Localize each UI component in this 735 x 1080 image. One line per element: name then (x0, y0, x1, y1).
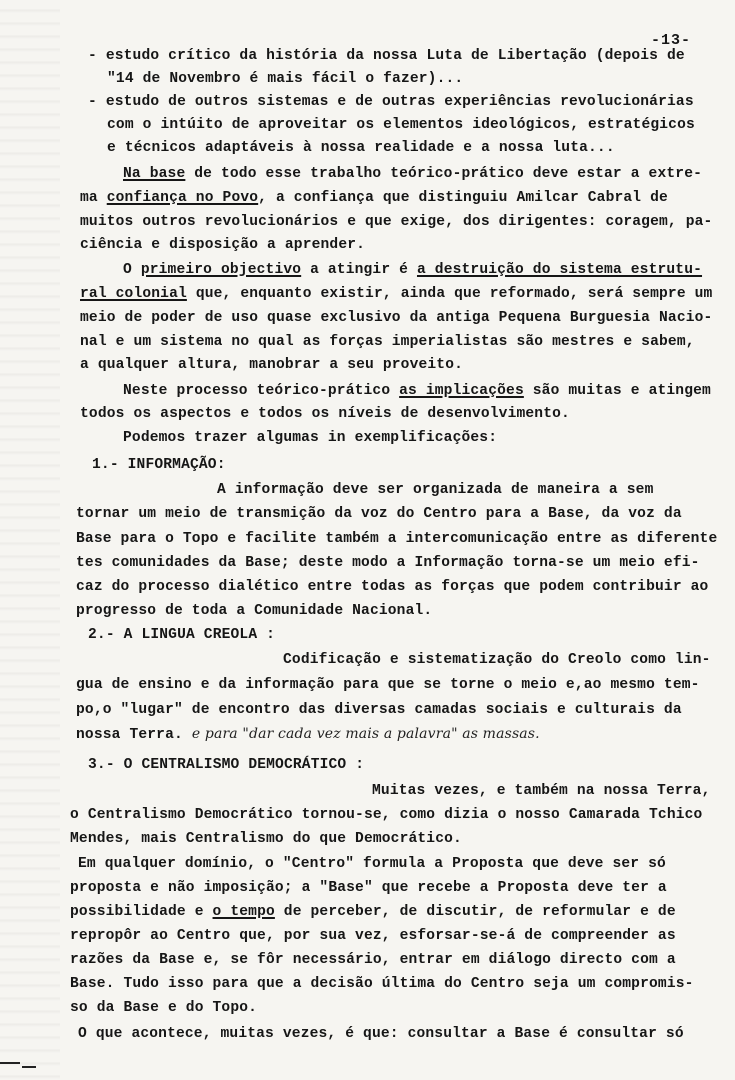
underlined-text: confiança no Povo (106, 190, 259, 206)
text-line (123, 383, 711, 399)
text-segment: ciência e disposição a aprender. (80, 237, 366, 253)
text-line (70, 952, 676, 968)
text-segment: tornar um meio de transmição da voz do Centro para a Base, da voz da (76, 506, 682, 522)
underlined-text: a destruição do sistema estrutu- (416, 262, 703, 278)
text-segment: muitos outros revolucionários e que exige, dos dirigentes: coragem, pa- (80, 214, 713, 230)
text-line (70, 928, 676, 944)
text-line (76, 579, 708, 595)
text-segment: so da Base e do Topo. (70, 1000, 258, 1016)
text-segment: a qualquer altura, manobrar a seu proveito. (80, 357, 464, 373)
text-line (70, 1000, 257, 1016)
text-segment: o Centralismo Democrático tornou-se, como dizia o nosso Camarada Tchico (70, 807, 703, 823)
scan-mark (22, 1066, 36, 1068)
text-line (107, 117, 695, 133)
text-segment: - estudo crítico da história da nossa Luta de Libertação (depois de (88, 48, 685, 64)
text-line (76, 726, 540, 743)
text-line (80, 190, 668, 206)
text-segment: Base. Tudo isso para que a decisão última do Centro seja um compromis- (70, 976, 694, 992)
text-segment: Mendes, mais Centralismo do que Democrático. (70, 831, 462, 847)
text-line (76, 531, 717, 547)
text-segment: de perceber, de discutir, de reformular e de (274, 904, 676, 920)
text-line (70, 880, 667, 896)
text-segment: Neste processo teórico-prático (123, 383, 400, 399)
text-segment: gua de ensino e da informação para que se torne o meio e,ao mesmo tem- (76, 677, 700, 693)
text-line (80, 357, 463, 373)
text-line (92, 457, 226, 473)
text-segment: todos os aspectos e todos os níveis de desenvolvimento. (80, 406, 570, 422)
text-segment: 2.- A LINGUA CREOLA : (88, 627, 276, 643)
text-segment: repropôr ao Centro que, por sua vez, esforsar-se-á de compreender as (70, 928, 676, 944)
text-line (80, 334, 695, 350)
text-line (80, 237, 365, 253)
scan-mark (0, 1062, 20, 1064)
text-segment: O (123, 262, 141, 278)
text-line (107, 71, 463, 87)
text-line (80, 214, 712, 230)
text-line (123, 262, 702, 278)
text-segment: 1.- INFORMAÇÃO: (92, 457, 226, 473)
text-segment: 3.- O CENTRALISMO DEMOCRÁTICO : (88, 757, 365, 773)
text-line (76, 555, 700, 571)
text-segment: a atingir é (301, 262, 417, 278)
text-segment: Em qualquer domínio, o "Centro" formula a Proposta que deve ser só (78, 856, 666, 872)
text-line (76, 702, 682, 718)
text-segment: possibilidade e (70, 904, 213, 920)
text-line (88, 757, 364, 773)
text-segment: A informação deve ser organizada de maneira a sem (217, 482, 654, 498)
text-segment: tes comunidades da Base; deste modo a Informação torna-se um meio efi- (76, 555, 700, 571)
text-line (88, 94, 694, 110)
text-line (217, 482, 653, 498)
text-line (76, 506, 682, 522)
text-line (283, 652, 711, 668)
text-segment: de todo esse trabalho teórico-prático deve estar a extre- (185, 166, 703, 182)
underlined-text: ral colonial (80, 286, 187, 302)
text-line (70, 831, 462, 847)
underlined-text: Na base (123, 166, 186, 182)
text-segment: são muitas e atingem (523, 383, 711, 399)
handwritten-annotation: e para "dar cada vez mais a palavra" as massas. (191, 726, 540, 742)
text-segment: Podemos trazer algumas in exemplificações: (123, 430, 498, 446)
text-segment: caz do processo dialético entre todas as forças que podem contribuir ao (76, 579, 709, 595)
text-line (70, 807, 702, 823)
text-line (78, 1026, 684, 1042)
page-number: -13- (650, 32, 691, 49)
text-segment: razões da Base e, se fôr necessário, entrar em diálogo directo com a (70, 952, 676, 968)
text-segment: ma (80, 190, 107, 206)
underlined-text: as implicações (399, 383, 524, 399)
text-segment: progresso de toda a Comunidade Nacional. (76, 603, 433, 619)
text-line (80, 406, 570, 422)
text-segment: , a confiança que distinguiu Amilcar Cabral de (258, 190, 668, 206)
text-segment: Codificação e sistematização do Creolo como lin- (283, 652, 711, 668)
scan-edge-noise (0, 0, 60, 1080)
text-segment: meio de poder de uso quase exclusivo da antiga Pequena Burguesia Nacio- (80, 310, 713, 326)
text-line (70, 904, 676, 920)
text-line (76, 677, 700, 693)
text-segment: Base para o Topo e facilite também a intercomunicação entre as diferente (76, 531, 718, 547)
underlined-text: o tempo (212, 904, 275, 920)
text-segment: e técnicos adaptáveis à nossa realidade e a nossa luta... (107, 140, 615, 156)
text-line (78, 856, 666, 872)
text-segment: - estudo de outros sistemas e de outras experiências revolucionárias (88, 94, 694, 110)
text-line (80, 286, 712, 302)
text-segment: com o intúito de aproveitar os elementos ideológicos, estratégicos (107, 117, 695, 133)
text-segment: O que acontece, muitas vezes, é que: consultar a Base é consultar só (78, 1026, 684, 1042)
text-line (123, 430, 497, 446)
text-segment: nal e um sistema no qual as forças imperialistas são mestres e sabem, (80, 334, 695, 350)
text-line (70, 976, 694, 992)
text-segment: nossa Terra. (76, 727, 192, 743)
text-segment: po,o "lugar" de encontro das diversas camadas sociais e culturais da (76, 702, 682, 718)
text-segment: proposta e não imposição; a "Base" que recebe a Proposta deve ter a (70, 880, 667, 896)
text-line (88, 627, 275, 643)
text-line (372, 783, 711, 799)
text-line (88, 48, 685, 64)
text-line (76, 603, 432, 619)
text-segment: que, enquanto existir, ainda que reformado, será sempre um (186, 286, 713, 302)
text-line (107, 140, 615, 156)
text-line (123, 166, 702, 182)
text-segment: Muitas vezes, e também na nossa Terra, (372, 783, 711, 799)
text-segment: "14 de Novembro é mais fácil o fazer)... (107, 71, 464, 87)
text-line (80, 310, 712, 326)
underlined-text: primeiro objectivo (140, 262, 302, 278)
